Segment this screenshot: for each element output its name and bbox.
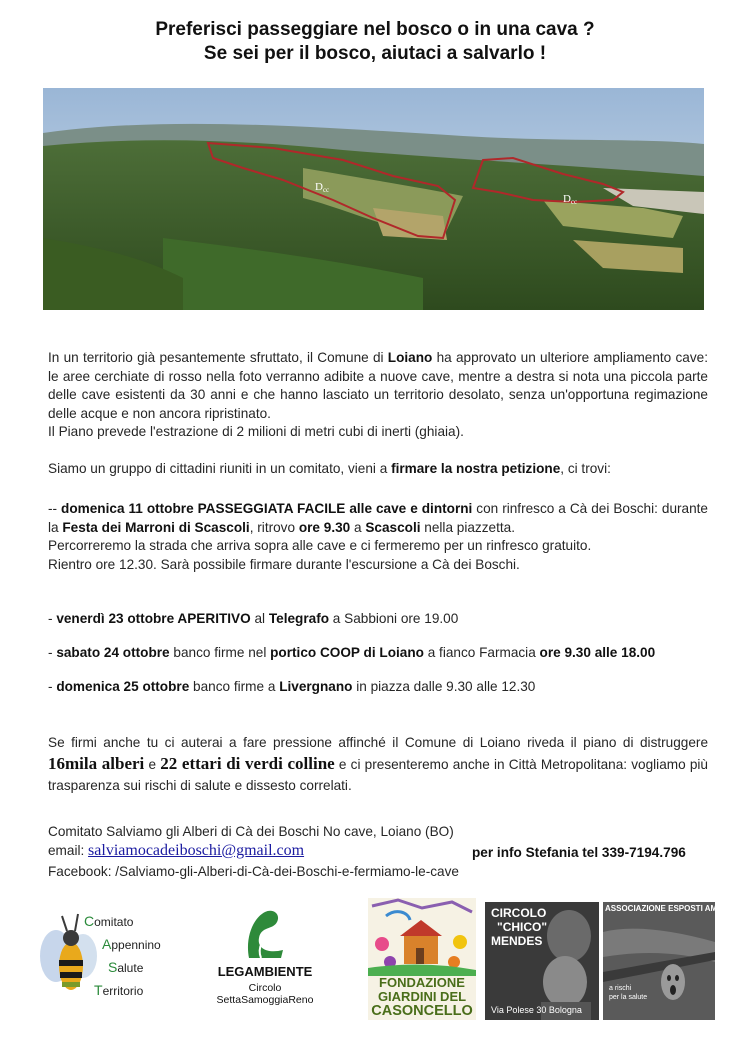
amianto-title: ASSOCIAZIONE ESPOSTI AMIANTO bbox=[605, 904, 742, 913]
logo-esposti-amianto bbox=[603, 902, 742, 1020]
contact-org: Comitato Salviamo gli Alberi di Cà dei Boschi No cave, Loiano (BO) bbox=[48, 824, 454, 839]
legambiente-sub: Circolo SettaSamoggiaReno bbox=[216, 982, 314, 1006]
casat-line-t: Territorio bbox=[94, 982, 144, 998]
appeal-paragraph: Se firmi anche tu ci auterai a fare pressione affinché il Comune di Loiano riveda il piano di distruggere 16mila alberi e 22 ettari di verdi colline e ci presenteremo anche in Città Metropolitana: vogliamo più trasparenza sui rischi di salute e dissesto correlati. bbox=[48, 735, 708, 793]
logo-fondazione-casoncello bbox=[368, 898, 476, 1020]
title-line-1: Preferisci passeggiare nel bosco o in una cava ? bbox=[155, 19, 595, 40]
swan-icon bbox=[243, 908, 287, 962]
amianto-caption: a rischi per la salute bbox=[609, 985, 648, 1001]
event-banco-coop: - sabato 24 ottobre banco firme nel portico COOP di Loiano a fianco Farmacia ore 9.30 alle 18.00 bbox=[48, 645, 656, 660]
landscape-photo bbox=[43, 88, 704, 310]
intro-paragraph: In un territorio già pesantemente sfruttato, il Comune di Loiano ha approvato un ulteriore ampliamento cave: le aree cerchiate di rosso nella foto verranno adibite a nuove cave, mentre a destra si nota una piccola parte delle cave esistenti da 30 anni e che hanno lasciato un territorio desolato, senza un'opportuna regimazione delle acque e non ancora ripristinato. Il Piano prevede l'estrazione di 2 milioni di metri cubi di inerti (ghiaia). bbox=[48, 350, 708, 439]
contact-email-line: email: salviamocadeiboschi@gmail.com per info Stefania tel 339-7194.796 bbox=[48, 842, 708, 861]
group-paragraph: Siamo un gruppo di cittadini riuniti in un comitato, vieni a firmare la nostra petizione, ci trovi: bbox=[48, 461, 611, 476]
logo-legambiente bbox=[200, 906, 330, 1006]
event-banco-livergnano: - domenica 25 ottobre banco firme a Livergnano in piazza dalle 9.30 alle 12.30 bbox=[48, 679, 536, 694]
logo-circolo-chico-mendes bbox=[485, 902, 599, 1020]
casat-line-a: Appennino bbox=[102, 936, 161, 952]
email-link[interactable]: salviamocadeiboschi@gmail.com bbox=[88, 842, 305, 859]
title-line-2: Se sei per il bosco, aiutaci a salvarlo ! bbox=[203, 43, 547, 64]
contact-info: per info Stefania tel 339-7194.796 bbox=[472, 845, 686, 860]
casat-line-s: Salute bbox=[108, 959, 144, 975]
scream-painting-image bbox=[603, 902, 742, 1020]
event-walk: -- domenica 11 ottobre PASSEGGIATA FACILE alle cave e dintorni con rinfresco a Cà dei Boschi: durante la Festa dei Marroni di Scascoli, ritrovo ore 9.30 a Scascoli nella piazzetta. bbox=[48, 501, 708, 535]
logo-comitato-appennino bbox=[38, 906, 188, 1006]
event-walk-details: Percorreremo la strada che arriva sopra alle cave e ci fermeremo per un rinfresco gratuito. Rientro ore 12.30. Sarà possibile firmare durante l'escursione a Cà dei Boschi. bbox=[48, 538, 592, 572]
area-label-right: Dcc bbox=[563, 193, 578, 206]
circolo-name: CIRCOLO "CHICO" MENDES bbox=[491, 906, 548, 948]
fondazione-name: FONDAZIONE GIARDINI DEL CASONCELLO bbox=[371, 975, 473, 1019]
event-aperitivo: - venerdì 23 ottobre APERITIVO al Telegrafo a Sabbioni ore 19.00 bbox=[48, 611, 459, 626]
legambiente-name: LEGAMBIENTE bbox=[217, 964, 313, 979]
area-label-left: Dcc bbox=[315, 181, 330, 194]
contact-facebook: Facebook: /Salviamo-gli-Alberi-di-Cà-dei-Boschi-e-fermiamo-le-cave bbox=[48, 864, 459, 879]
circolo-address: Via Polese 30 Bologna bbox=[491, 1005, 582, 1015]
casat-line-c: Comitato bbox=[84, 913, 134, 929]
